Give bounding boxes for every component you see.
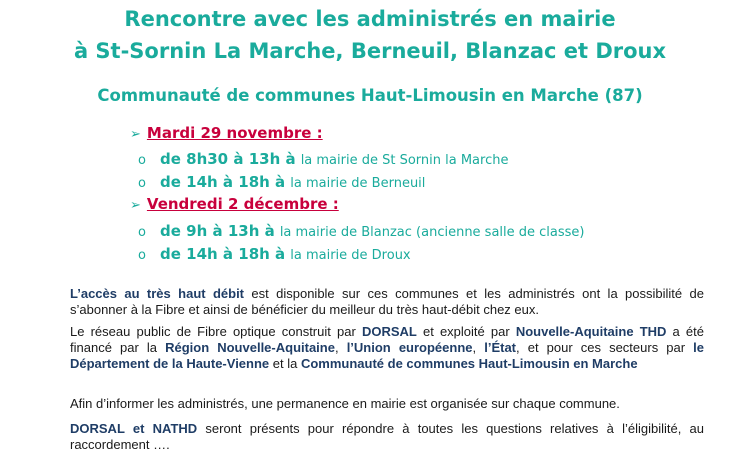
text: et exploité par	[416, 324, 516, 339]
emphasis: Nouvelle-Aquitaine THD	[515, 324, 667, 339]
arrow-right-icon: ➢	[130, 198, 141, 213]
day-label: Mardi 29 novembre :	[146, 124, 323, 142]
day-label: Vendredi 2 décembre :	[146, 195, 339, 213]
text: Le réseau public de Fibre optique construit par	[70, 324, 362, 339]
schedule-slot	[138, 172, 425, 191]
title-line-2: à St-Sornin La Marche, Berneuil, Blanzac et Droux	[73, 39, 667, 63]
text: ,	[472, 340, 485, 355]
schedule-slot	[138, 221, 585, 240]
slot-time: de 8h30 à 13h à	[160, 150, 296, 168]
slot-place: la mairie de Blanzac (ancienne salle de classe)	[279, 225, 585, 240]
slot-place: la mairie de Berneuil	[290, 176, 426, 191]
circle-bullet-icon: o	[138, 176, 146, 191]
paragraph-info: Afin d’informer les administrés, une permanence en mairie est organisée sur chaque commune.	[70, 396, 620, 411]
emphasis: Communauté de communes Haut-Limousin en Marche	[300, 356, 638, 371]
text: et la	[269, 356, 301, 371]
schedule-day-2	[130, 195, 339, 213]
text: , et pour ces secteurs par	[516, 340, 694, 355]
title-line-1: Rencontre avec les administrés en mairie	[124, 7, 616, 31]
emphasis: l’Union européenne	[346, 340, 473, 355]
circle-bullet-icon: o	[138, 153, 146, 168]
paragraph-presence	[70, 421, 704, 453]
slot-place: la mairie de St Sornin la Marche	[300, 153, 509, 168]
paragraph-network	[70, 324, 704, 372]
emphasis: DORSAL	[361, 324, 417, 339]
paragraph-access	[70, 286, 704, 318]
slot-place: la mairie de Droux	[290, 248, 411, 263]
slot-time: de 14h à 18h à	[160, 173, 286, 191]
emphasis: l’État	[484, 340, 517, 355]
text: a été financé par la	[70, 324, 704, 355]
slot-time: de 9h à 13h à	[160, 222, 275, 240]
emphasis: L’accès au très haut débit	[70, 286, 245, 301]
text: seront présents pour répondre à toutes les questions relatives à l’éligibilité, au raccordement ….	[70, 421, 704, 452]
arrow-right-icon: ➢	[130, 127, 141, 142]
emphasis: le Département de la Haute-Vienne	[70, 340, 705, 371]
subtitle: Communauté de communes Haut-Limousin en Marche (87)	[97, 86, 643, 105]
emphasis: Région Nouvelle-Aquitaine	[165, 340, 335, 355]
circle-bullet-icon: o	[138, 225, 146, 240]
schedule-day-1	[130, 124, 323, 142]
schedule-slot	[138, 244, 411, 263]
text: est disponible sur ces communes et les administrés ont la possibilité de s’abonner à la Fibre et ainsi de bénéficier du meilleur du très haut-débit chez eux.	[70, 286, 704, 317]
slot-time: de 14h à 18h à	[160, 245, 286, 263]
schedule-slot	[138, 149, 508, 168]
text: ,	[334, 340, 347, 355]
circle-bullet-icon: o	[138, 248, 146, 263]
emphasis: DORSAL et NATHD	[70, 421, 198, 436]
